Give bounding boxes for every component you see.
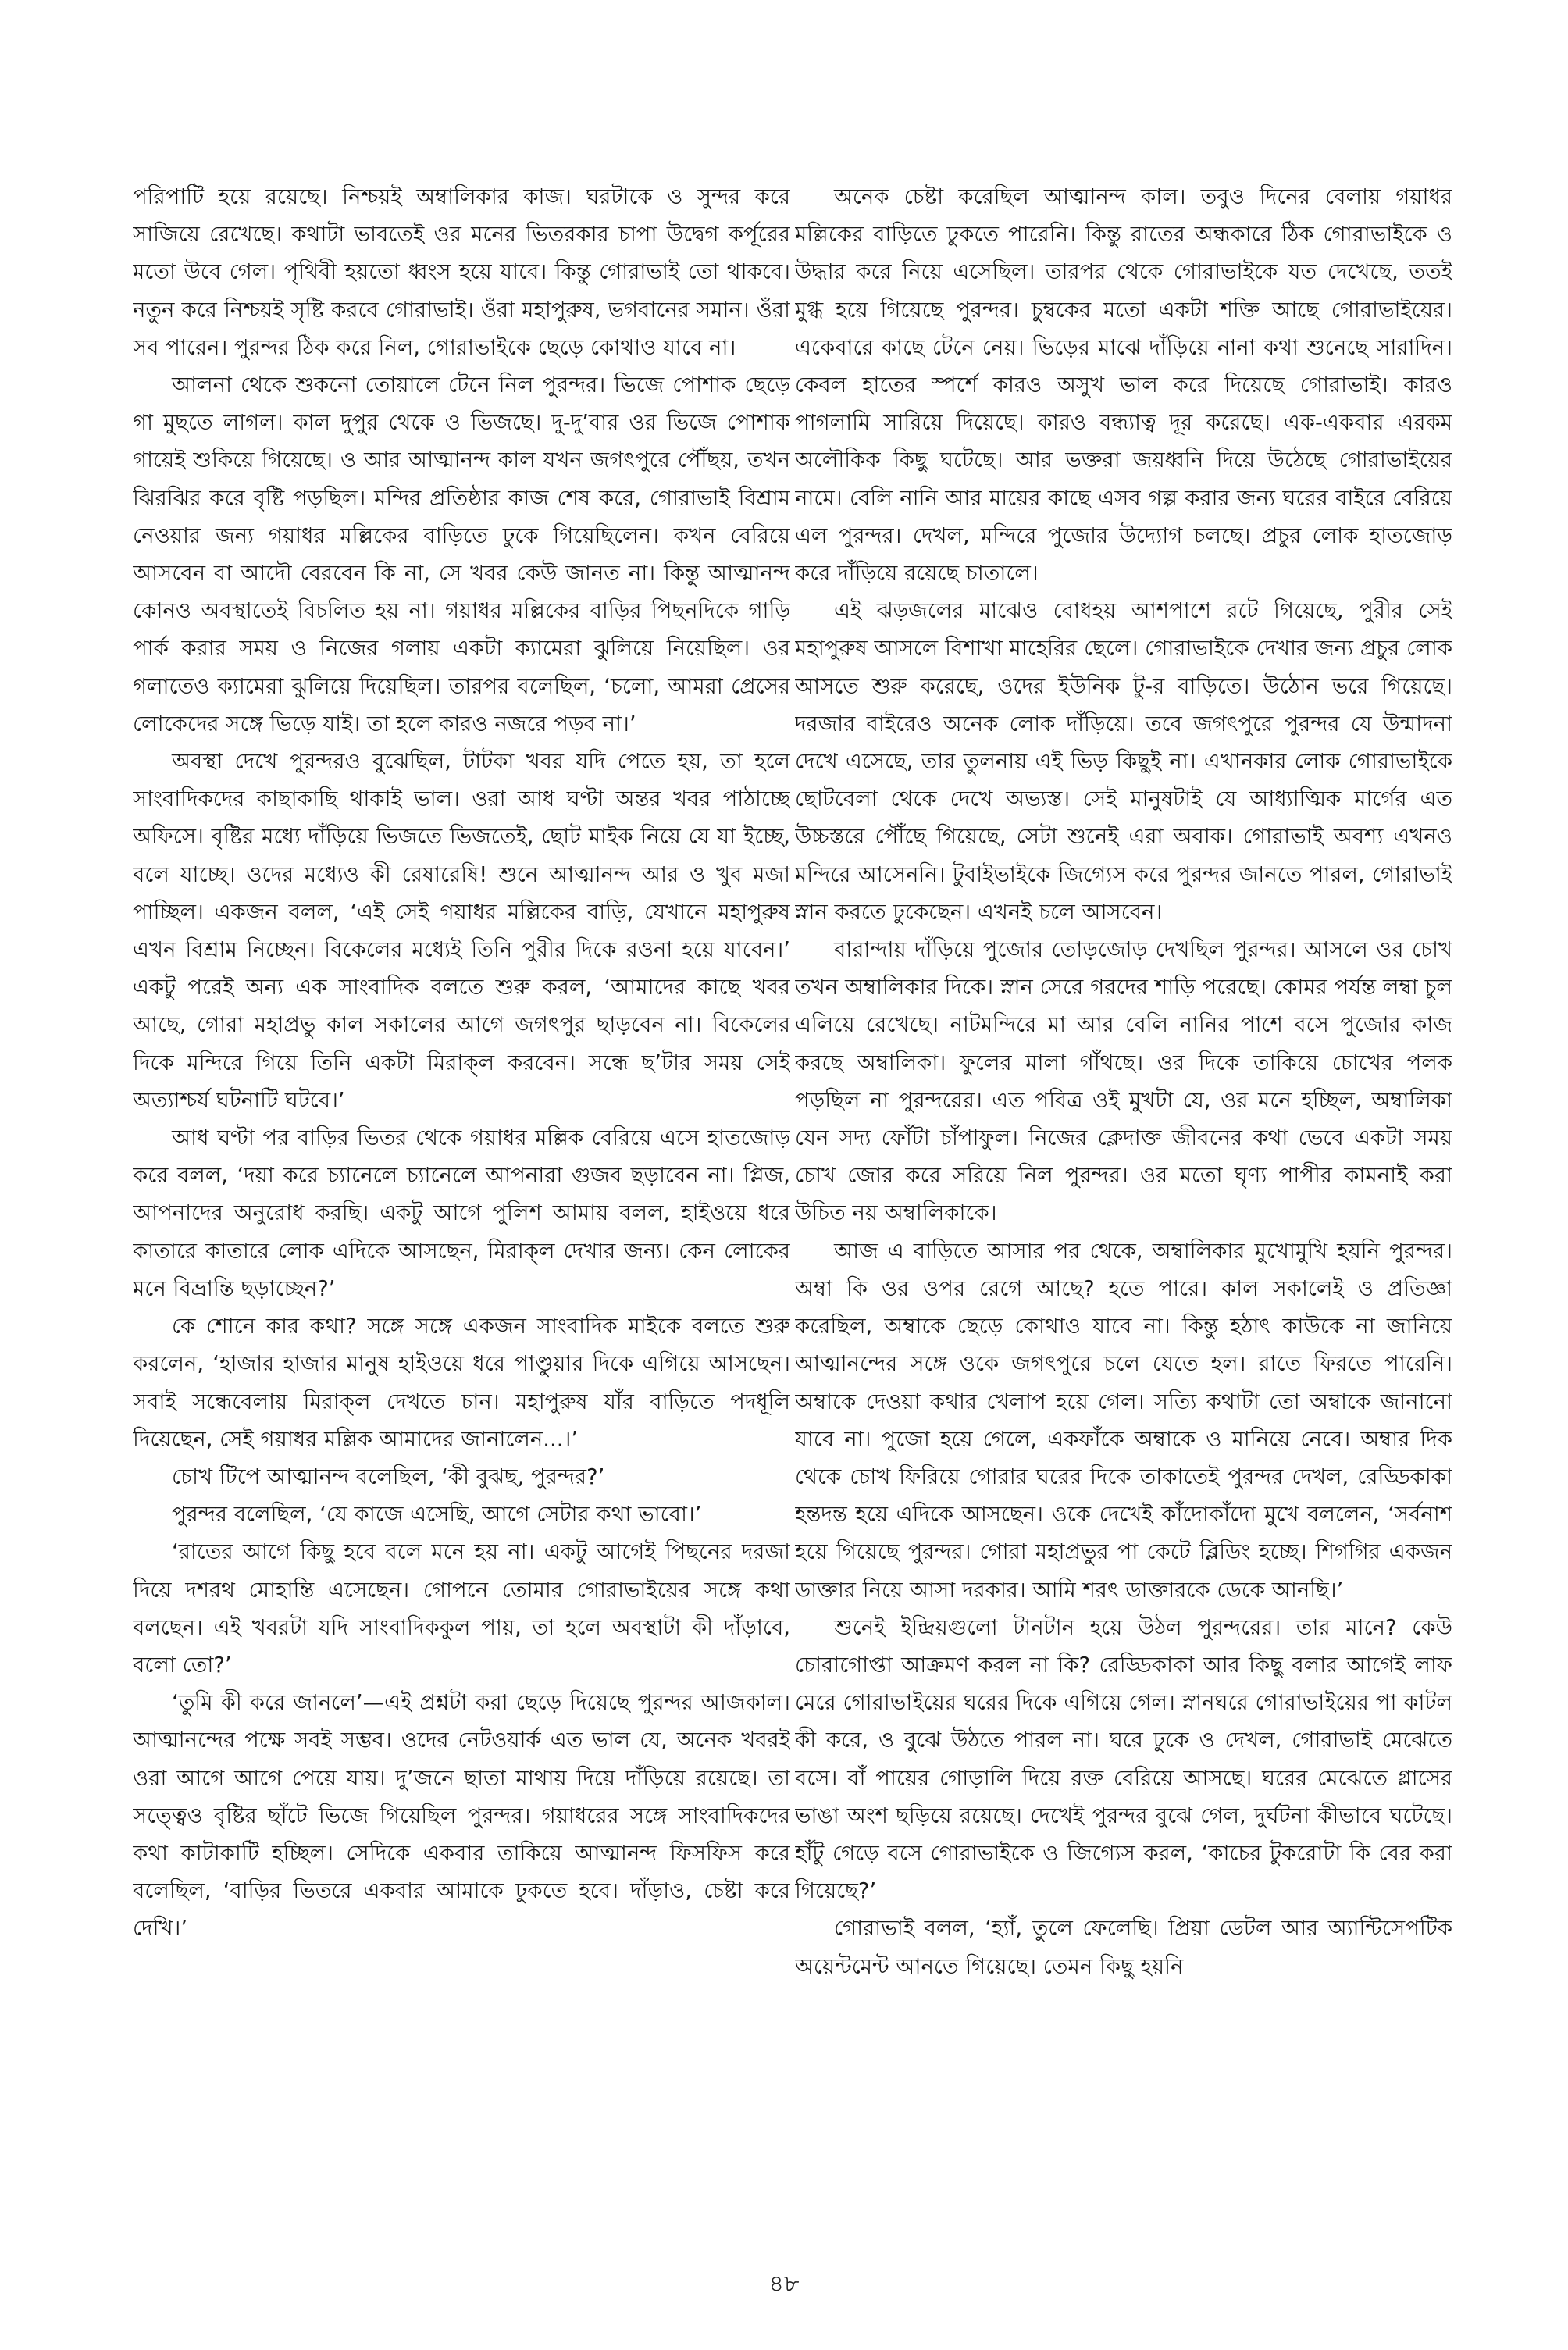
paragraph: আধ ঘণ্টা পর বাড়ির ভিতর থেকে গয়াধর মল্লিক বেরিয়ে এসে হাতজোড় করে বলল, ‘দয়া করে চ্যানেলে চ্যানেলে আপনারা গুজব ছড়াবেন না। প্লিজ, আপনাদের অনুরোধ করছি। একটু আগে পুলিশ আমায় বলল, হাইওয়ে ধরে কাতারে কাতারে লোক এদিকে আসছেন, মিরাক্‌ল দেখার জন্য। কেন লোকের মনে বিভ্রান্তি ছড়াচ্ছেন?’ xyxy=(133,1125,790,1301)
paragraph: ‘তুমি কী করে জানলে’—এই প্রশ্নটা করা ছেড়ে দিয়েছে পুরন্দর আজকাল। আত্মানন্দের পক্ষে সবই সম্ভব। ওদের নেটওয়ার্ক এত ভাল যে, অনেক খবরই ওরা আগে আগে পেয়ে যায়। দু’জনে ছাতা মাথায় দিয়ে দাঁড়িয়ে রয়েছে। তা সত্ত্বেও বৃষ্টির ছাঁটে ভিজে গিয়েছিল পুরন্দর। গয়াধরের সঙ্গে সাংবাদিকদের কথা কাটাকাটি হচ্ছিল। সেদিকে একবার তাকিয়ে আত্মানন্দ ফিসফিস করে বলেছিল, ‘বাড়ির ভিতরে একবার আমাকে ঢুকতে হবে। দাঁড়াও, চেষ্টা করে দেখি।’ xyxy=(133,1690,790,1942)
paragraph: চোখ টিপে আত্মানন্দ বলেছিল, ‘কী বুঝছ, পুরন্দর?’ xyxy=(172,1464,605,1489)
paragraph: গোরাভাই বলল, ‘হ্যাঁ, তুলে ফেলেছি। প্রিয়া ডেটল আর অ্যান্টিসেপটিক অয়েন্টমেন্ট আনতে গিয়েছে। তেমন কিছু হয়নি xyxy=(795,1916,1452,1979)
paragraph: কে শোনে কার কথা? সঙ্গে সঙ্গে একজন সাংবাদিক মাইকে বলতে শুরু করলেন, ‘হাজার হাজার মানুষ হাইওয়ে ধরে পাণ্ডুয়ার দিকে এগিয়ে আসছেন। সবাই সন্ধেবেলায় মিরাক্‌ল দেখতে চান। মহাপুরুষ যাঁর বাড়িতে পদধূলি দিয়েছেন, সেই গয়াধর মল্লিক আমাদের জানালেন...।’ xyxy=(133,1314,790,1452)
paragraph: শুনেই ইন্দ্রিয়গুলো টানটান হয়ে উঠল পুরন্দরের। তার মানে? কেউ চোরাগোপ্তা আক্রমণ করল না কি? রেড্ডিকাকা আর কিছু বলার আগেই লাফ মেরে গোরাভাইয়ের ঘরের দিকে এগিয়ে গেল। স্নানঘরে গোরাভাইয়ের পা কাটল কী করে, ও বুঝে উঠতে পারল না। ঘরে ঢুকে ও দেখল, গোরাভাই মেঝেতে বসে। বাঁ পায়ের গোড়ালি দিয়ে রক্ত বেরিয়ে আসছে। ঘরের মেঝেতে গ্লাসের ভাঙা অংশ ছড়িয়ে রয়েছে। দেখেই পুরন্দর বুঝে গেল, দুর্ঘটনা কীভাবে ঘটেছে। হাঁটু গেড়ে বসে গোরাভাইকে ও জিগ্যেস করল, ‘কাচের টুকরোটা কি বের করা গিয়েছে?’ xyxy=(795,1614,1452,1904)
paragraph: অবস্থা দেখে পুরন্দরও বুঝেছিল, টাটকা খবর যদি পেতে হয়, তা হলে সাংবাদিকদের কাছাকাছি থাকাই ভাল। ওরা আধ ঘণ্টা অন্তর খবর পাঠাচ্ছে অফিসে। বৃষ্টির মধ্যে দাঁড়িয়ে ভিজতে ভিজতেই, ছোট মাইক নিয়ে যে যা ইচ্ছে, বলে যাচ্ছে। ওদের মধ্যেও কী রেষারেষি! শুনে আত্মানন্দ আর ও খুব মজা পাচ্ছিল। একজন বলল, ‘এই সেই গয়াধর মল্লিকের বাড়ি, যেখানে মহাপুরুষ এখন বিশ্রাম নিচ্ছেন। বিকেলের মধ্যেই তিনি পুরীর দিকে রওনা হয়ে যাবেন।’ একটু পরেই অন্য এক সাংবাদিক বলতে শুরু করল, ‘আমাদের কাছে খবর আছে, গোরা মহাপ্রভু কাল সকালের আগে জগৎপুর ছাড়বেন না। বিকেলের দিকে মন্দিরে গিয়ে তিনি একটা মিরাক্‌ল করবেন। সন্ধে ছ’টার সময় সেই অত্যাশ্চর্য ঘটনাটি ঘটবে।’ xyxy=(133,749,790,1113)
paragraph: অনেক চেষ্টা করেছিল আত্মানন্দ কাল। তবুও দিনের বেলায় গয়াধর মল্লিকের বাড়িতে ঢুকতে পারেনি। কিন্তু রাতের অন্ধকারে ঠিক গোরাভাইকে ও উদ্ধার করে নিয়ে এসেছিল। তারপর থেকে গোরাভাইকে যত দেখেছে, ততই মুগ্ধ হয়ে গিয়েছে পুরন্দর। চুম্বকের মতো একটা শক্তি আছে গোরাভাইয়ের। একেবারে কাছে টেনে নেয়। ভিড়ের মাঝে দাঁড়িয়ে নানা কথা শুনেছে সারাদিন। কেবল হাতের স্পর্শে কারও অসুখ ভাল করে দিয়েছে গোরাভাই। কারও পাগলামি সারিয়ে দিয়েছে। কারও বন্ধ্যাত্ব দূর করেছে। এক-একবার এরকম অলৌকিক কিছু ঘটেছে। আর ভক্তরা জয়ধ্বনি দিয়ে উঠেছে গোরাভাইয়ের নামে। বেলি নানি আর মায়ের কাছে এসব গল্প করার জন্য ঘরের বাইরে বেরিয়ে এল পুরন্দর। দেখল, মন্দিরে পুজোর উদ্যোগ চলছে। প্রচুর লোক হাতজোড় করে দাঁড়িয়ে রয়েছে চাতালে। xyxy=(795,184,1452,587)
page-number: ৪৮ xyxy=(768,2270,800,2298)
paragraph: পুরন্দর বলেছিল, ‘যে কাজে এসেছি, আগে সেটার কথা ভাবো।’ xyxy=(172,1502,702,1528)
left-column xyxy=(133,178,790,2216)
paragraph: ‘রাতের আগে কিছু হবে বলে মনে হয় না। একটু আগেই পিছনের দরজা দিয়ে দশরথ মোহান্তি এসেছেন। গোপনে তোমার গোরাভাইয়ের সঙ্গে কথা বলছেন। এই খবরটা যদি সাংবাদিককুল পায়, তা হলে অবস্থাটা কী দাঁড়াবে, বলো তো?’ xyxy=(133,1539,790,1678)
paragraph: এই ঝড়জলের মাঝেও বোধহয় আশপাশে রটে গিয়েছে, পুরীর সেই মহাপুরুষ আসলে বিশাখা মাহেরির ছেলে। গোরাভাইকে দেখার জন্য প্রচুর লোক আসতে শুরু করেছে, ওদের ইউনিক টু-র বাড়িতে। উঠোন ভরে গিয়েছে। দরজার বাইরেও অনেক লোক দাঁড়িয়ে। তবে জগৎপুরে পুরন্দর যে উন্মাদনা দেখে এসেছে, তার তুলনায় এই ভিড় কিছুই না। এখানকার লোক গোরাভাইকে ছোটবেলা থেকে দেখে অভ্যস্ত। সেই মানুষটাই যে আধ্যাত্মিক মার্গের এত উচ্চস্তরে পৌঁছে গিয়েছে, সেটা শুনেই এরা অবাক। গোরাভাই অবশ্য এখনও মন্দিরে আসেননি। টুবাইভাইকে জিগ্যেস করে পুরন্দর জানতে পারল, গোরাভাই স্নান করতে ঢুকেছেন। এখনই চলে আসবেন। xyxy=(795,598,1452,925)
paragraph: আলনা থেকে শুকনো তোয়ালে টেনে নিল পুরন্দর। ভিজে পোশাক ছেড়ে গা মুছতে লাগল। কাল দুপুর থেকে ও ভিজছে। দু-দু’বার ওর ভিজে পোশাক গায়েই শুকিয়ে গিয়েছে। ও আর আত্মানন্দ কাল যখন জগৎপুরে পৌঁছয়, তখন ঝিরঝির করে বৃষ্টি পড়ছিল। মন্দির প্রতিষ্ঠার কাজ শেষ করে, গোরাভাই বিশ্রাম নেওয়ার জন্য গয়াধর মল্লিকের বাড়িতে ঢুকে গিয়েছিলেন। কখন বেরিয়ে আসবেন বা আদৌ বেরবেন কি না, সে খবর কেউ জানত না। কিন্তু আত্মানন্দ কোনও অবস্থাতেই বিচলিত হয় না। গয়াধর মল্লিকের বাড়ির পিছনদিকে গাড়ি পার্ক করার সময় ও নিজের গলায় একটা ক্যামেরা ঝুলিয়ে নিয়েছিল। ওর গলাতেও ক্যামেরা ঝুলিয়ে দিয়েছিল। তারপর বলেছিল, ‘চলো, আমরা প্রেসের লোকেদের সঙ্গে ভিড়ে যাই। তা হলে কারও নজরে পড়ব না।’ xyxy=(133,373,790,736)
paragraph: আজ এ বাড়িতে আসার পর থেকে, অম্বালিকার মুখোমুখি হয়নি পুরন্দর। অম্বা কি ওর ওপর রেগে আছে? হতে পারে। কাল সকালেই ও প্রতিজ্ঞা করেছিল, অম্বাকে ছেড়ে কোথাও যাবে না। কিন্তু হঠাৎ কাউকে না জানিয়ে আত্মানন্দের সঙ্গে ওকে জগৎপুরে চলে যেতে হল। রাতে ফিরতে পারেনি। অম্বাকে দেওয়া কথার খেলাপ হয়ে গেল। সত্যি কথাটা তো অম্বাকে জানানো যাবে না। পুজো হয়ে গেলে, একফাঁকে অম্বাকে ও মানিয়ে নেবে। অম্বার দিক থেকে চোখ ফিরিয়ে গোরার ঘরের দিকে তাকাতেই পুরন্দর দেখল, রেড্ডিকাকা হন্তদন্ত হয়ে এদিকে আসছেন। ওকে দেখেই কাঁদোকাঁদো মুখে বললেন, ‘সর্বনাশ হয়ে গিয়েছে পুরন্দর। গোরা মহাপ্রভুর পা কেটে ব্লিডিং হচ্ছে। শিগগির একজন ডাক্তার নিয়ে আসা দরকার। আমি শরৎ ডাক্তারকে ডেকে আনছি।’ xyxy=(795,1238,1452,1603)
paragraph: বারান্দায় দাঁড়িয়ে পুজোর তোড়জোড় দেখছিল পুরন্দর। আসলে ওর চোখ তখন অম্বালিকার দিকে। স্নান সেরে গরদের শাড়ি পরেছে। কোমর পর্যন্ত লম্বা চুল এলিয়ে রেখেছে। নাটমন্দিরে মা আর বেলি নানির পাশে বসে পুজোর কাজ করছে অম্বালিকা। ফুলের মালা গাঁথছে। ওর দিকে তাকিয়ে চোখের পলক পড়ছিল না পুরন্দরের। এত পবিত্র ওই মুখটা যে, ওর মনে হচ্ছিল, অম্বালিকা যেন সদ্য ফোঁটা চাঁপাফুল। নিজের ক্লেদাক্ত জীবনের কথা ভেবে একটা সময় চোখ জোর করে সরিয়ে নিল পুরন্দর। ওর মতো ঘৃণ্য পাপীর কামনাই করা উচিত নয় অম্বালিকাকে। xyxy=(795,937,1452,1226)
paragraph: পরিপাটি হয়ে রয়েছে। নিশ্চয়ই অম্বালিকার কাজ। ঘরটাকে ও সুন্দর করে সাজিয়ে রেখেছে। কথাটা ভাবতেই ওর মনের ভিতরকার চাপা উদ্বেগ কর্পূরের মতো উবে গেল। পৃথিবী হয়তো ধ্বংস হয়ে যাবে। কিন্তু গোরাভাই তো থাকবে। নতুন করে নিশ্চয়ই সৃষ্টি করবে গোরাভাই। ওঁরা মহাপুরুষ, ভগবানের সমান। ওঁরা সব পারেন। পুরন্দর ঠিক করে নিল, গোরাভাইকে ছেড়ে কোথাও যাবে না। xyxy=(133,184,790,360)
right-column xyxy=(795,178,1452,2216)
